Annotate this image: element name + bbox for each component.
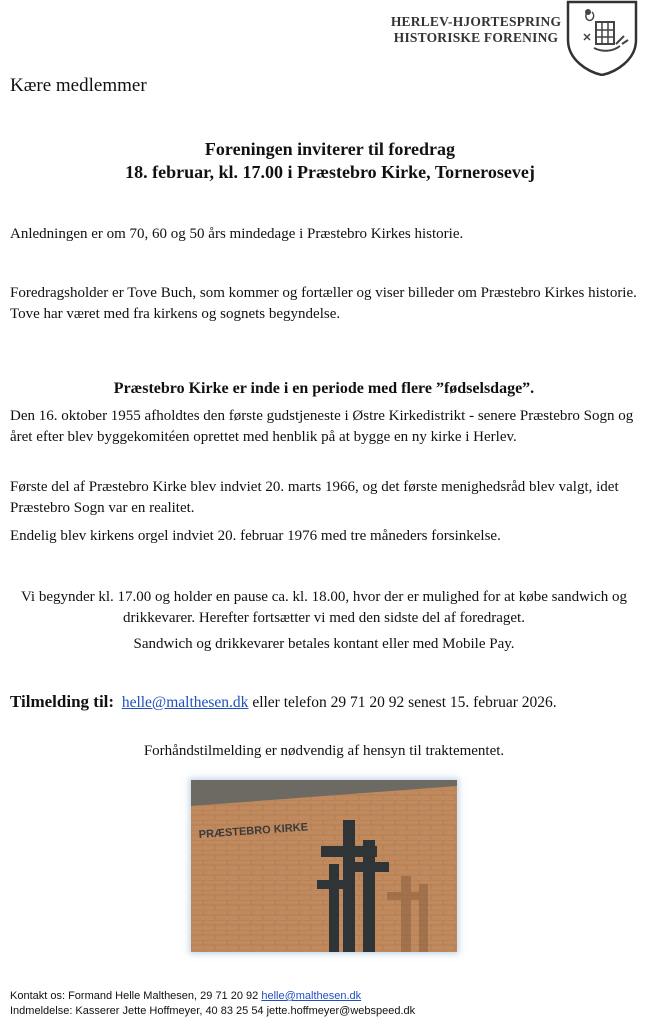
registration-note: Forhåndstilmelding er nødvendig af hensyn til traktementet. — [143, 743, 505, 759]
history-paragraph-3: Endelig blev kirkens orgel indviet 20. februar 1976 med tre måneders forsinkelse. — [10, 528, 501, 544]
subheading: Præstebro Kirke er inde i en periode med flere ”fødselsdage”. — [113, 380, 535, 397]
registration-line — [10, 692, 557, 712]
invitation-title-line-1: Foreningen inviterer til foredrag — [204, 139, 456, 159]
footer-membership: Indmeldelse: Kasserer Jette Hoffmeyer, 40 83 25 54 jette.hoffmeyer@webspeed.dk — [10, 1005, 416, 1017]
registration-details: eller telefon 29 71 20 92 senest 15. februar 2026. — [252, 694, 557, 711]
footer-contact-text: Kontakt os: Formand Helle Malthesen, 29 71 20 92 — [10, 990, 259, 1002]
church-wall-illustration — [191, 780, 457, 952]
history-paragraph-1: Den 16. oktober 1955 afholdtes den første gudstjeneste i Østre Kirkedistrikt - senere Præstebro Sogn og året efter blev byggekomitéen oprettet med henblik på at bygge en ny kirke i Herlev. — [10, 408, 634, 445]
footer-contact — [10, 990, 361, 1002]
occasion-paragraph: Anledningen er om 70, 60 og 50 års mindedage i Præstebro Kirkes historie. — [10, 226, 464, 242]
registration-email-link[interactable]: helle@malthesen.dk — [121, 694, 249, 711]
registration-label: Tilmelding til: — [10, 692, 115, 711]
payment-paragraph: Sandwich og drikkevarer betales kontant eller med Mobile Pay. — [133, 636, 515, 652]
schedule-paragraph: Vi begynder kl. 17.00 og holder en pause ca. kl. 18.00, hvor der er mulighed for at købe sandwich og drikkevarer. Herefter fortsætter vi med den sidste del af foredraget. — [20, 589, 628, 626]
association-logo-text — [380, 14, 572, 46]
invitation-title — [0, 138, 660, 184]
wall-lettering: PRÆSTEBRO KIRKE — [198, 821, 309, 841]
shield-emblem-icon — [566, 0, 638, 76]
footer-contact-email-link[interactable]: helle@malthesen.dk — [261, 990, 362, 1002]
invitation-title-line-2: 18. februar, kl. 17.00 i Præstebro Kirke, Tornerosevej — [125, 162, 535, 182]
greeting: Kære medlemmer — [10, 75, 147, 96]
logo-line-2: HISTORISKE FORENING — [393, 30, 559, 45]
church-photo — [191, 780, 457, 952]
history-paragraph-2: Første del af Præstebro Kirke blev indviet 20. marts 1966, og det første menighedsråd blev valgt, idet Præstebro Sogn var en realitet. — [10, 479, 619, 516]
speaker-paragraph: Foredragsholder er Tove Buch, som kommer og fortæller og viser billeder om Præstebro Kirkes historie. Tove har været med fra kirkens og sognets begyndelse. — [10, 285, 637, 322]
logo-line-1: HERLEV-HJORTESPRING — [390, 14, 562, 29]
